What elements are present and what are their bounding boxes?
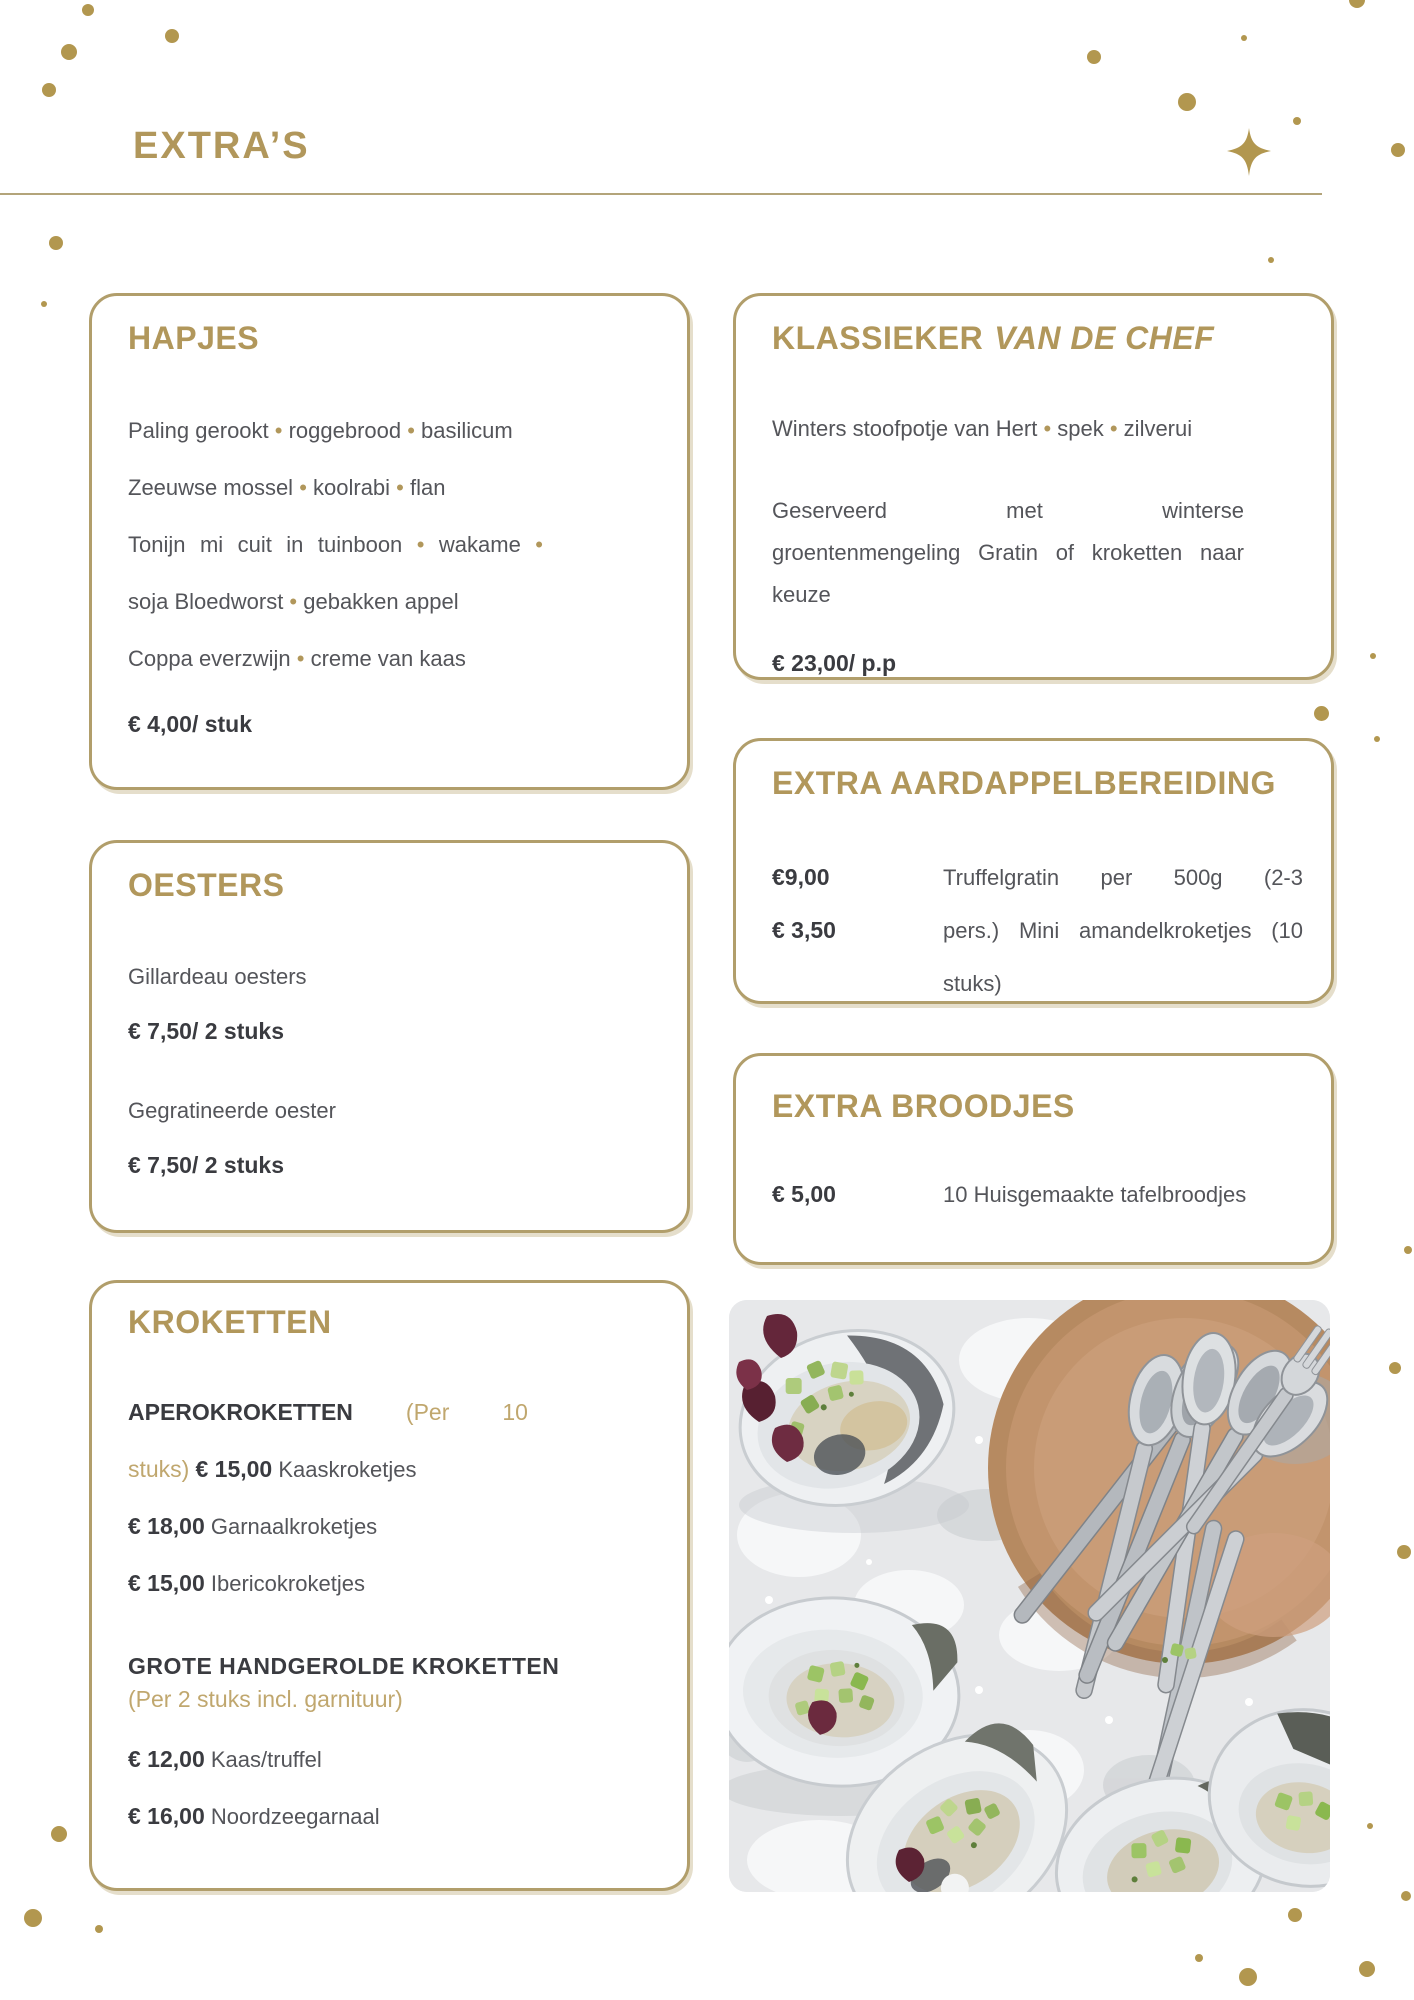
oysters-photo-illustration [729,1300,1330,1892]
decor-dot [1239,1968,1257,1986]
decor-dot [61,44,77,60]
price-label: € 7,50/ 2 stuks [128,1152,284,1178]
section-oesters [89,840,690,1233]
price-label: € 15,00 [128,1570,205,1596]
description-column [943,851,1303,1004]
note-fragment: 10 [502,1399,528,1425]
decor-dot [1359,1961,1375,1977]
description-line: stuks) [943,971,1002,996]
menu-item-line: Coppa everzwijn • creme van kaas [128,646,466,671]
price-label: € 16,00 [128,1803,205,1829]
price-column [772,851,943,1004]
menu-item-line [128,1441,528,1498]
klassieker-heading-main: KLASSIEKER [772,320,984,356]
oysters-photo [729,1300,1330,1892]
item-name: Kaas/truffel [210,1747,322,1772]
grote-kroketten-group [128,1649,667,1845]
klassieker-heading [772,318,1311,358]
price-label: € 5,00 [772,1181,836,1207]
item-name: Gegratineerde oester [128,1098,336,1123]
decor-dot [1401,1891,1411,1901]
item-name: Garnaalkroketjes [210,1514,378,1539]
aardappel-heading: EXTRA AARDAPPELBEREIDING [772,765,1276,801]
decor-dot [1288,1908,1302,1922]
sparkle-icon [1227,128,1271,176]
decor-dot [1404,1246,1412,1254]
subheading: GROTE HANDGEROLDE KROKETTEN [128,1653,560,1679]
price-label: €9,00 [772,864,830,890]
decor-dot [82,4,94,16]
decor-dot [1314,706,1329,721]
oesters-heading: OESTERS [128,867,285,903]
section-kroketten [89,1280,690,1891]
menu-item-line: Tonijn mi cuit in tuinboon • wakame • [128,532,543,557]
aardappel-rows [772,851,1317,1004]
decor-dot [165,29,179,43]
decor-dot [1195,1954,1203,1962]
klassieker-description [772,490,1244,616]
description-line: keuze [772,582,831,607]
note-fragment: stuks) [128,1456,190,1482]
decor-dot [41,301,47,307]
price-label: € 18,00 [128,1513,205,1539]
decor-dot [1087,50,1101,64]
price-label: € 12,00 [128,1746,205,1772]
item-name: Ibericokroketjes [210,1571,365,1596]
menu-item-line [128,1555,528,1612]
kroketten-heading: KROKETTEN [128,1304,332,1340]
price-column [772,1168,943,1221]
menu-item-line: soja Bloedworst • gebakken appel [128,589,459,614]
menu-item-line: Winters stoofpotje van Hert • spek • zilverui [772,416,1193,441]
title-rule [0,193,1322,195]
price-label: € 7,50/ 2 stuks [128,1018,284,1044]
aperokroketten-group [128,1384,528,1612]
item-name: Kaaskroketjes [278,1457,417,1482]
item-name: Noordzeegarnaal [210,1804,380,1829]
menu-item-line [128,1788,667,1845]
note-fragment: (Per [405,1399,450,1425]
broodjes-row [772,1168,1311,1221]
subheading: APEROKROKETTEN [128,1399,353,1425]
klassieker-price: € 23,00/ p.p [772,650,897,676]
decor-dot [24,1909,42,1927]
menu-item [128,1095,657,1182]
description-line: groentenmengeling Gratin of kroketten naar [772,540,1244,565]
note-line: (Per 2 stuks incl. garnituur) [128,1686,403,1712]
klassieker-heading-italic: VAN DE CHEF [994,320,1215,356]
price-label: € 3,50 [772,917,836,943]
menu-item-line [128,1731,667,1788]
menu-item-line [128,1384,528,1441]
menu-item [128,961,657,1048]
decor-dot [1367,1823,1373,1829]
menu-item-line: Paling gerookt • roggebrood • basilicum [128,418,513,443]
decor-dot [1370,653,1376,659]
section-hapjes [89,293,690,790]
decor-dot [1268,257,1274,263]
section-aardappelbereiding [733,738,1334,1004]
decor-dot [1374,736,1380,742]
decor-dot [1349,0,1365,8]
decor-dot [42,83,56,97]
hapjes-lines [128,402,543,687]
menu-item-line [128,1498,528,1555]
item-name: Gillardeau oesters [128,964,307,989]
decor-dot [1241,35,1247,41]
description-line: Geserveerd met winterse [772,498,1244,523]
menu-item-line: Zeeuwse mossel • koolrabi • flan [128,475,446,500]
decor-dot [51,1826,67,1842]
price-label: € 15,00 [195,1456,273,1482]
description-column [943,1168,1303,1221]
broodjes-heading: EXTRA BROODJES [772,1088,1075,1124]
decor-dot [95,1925,103,1933]
page-title: EXTRA’S [133,125,310,167]
decor-dot [1397,1545,1411,1559]
decor-dot [49,236,63,250]
description-line: pers.) Mini amandelkroketjes (10 [943,918,1303,943]
description-line: 10 Huisgemaakte tafelbroodjes [943,1182,1247,1207]
decor-dot [1178,93,1196,111]
description-line: Truffelgratin per 500g (2-3 [943,865,1303,890]
decor-dot [1293,117,1301,125]
hapjes-heading: HAPJES [128,320,260,356]
decor-dot [1389,1362,1401,1374]
hapjes-price: € 4,00/ stuk [128,711,253,737]
decor-dot [1391,143,1405,157]
section-klassieker [733,293,1334,680]
section-broodjes [733,1053,1334,1265]
